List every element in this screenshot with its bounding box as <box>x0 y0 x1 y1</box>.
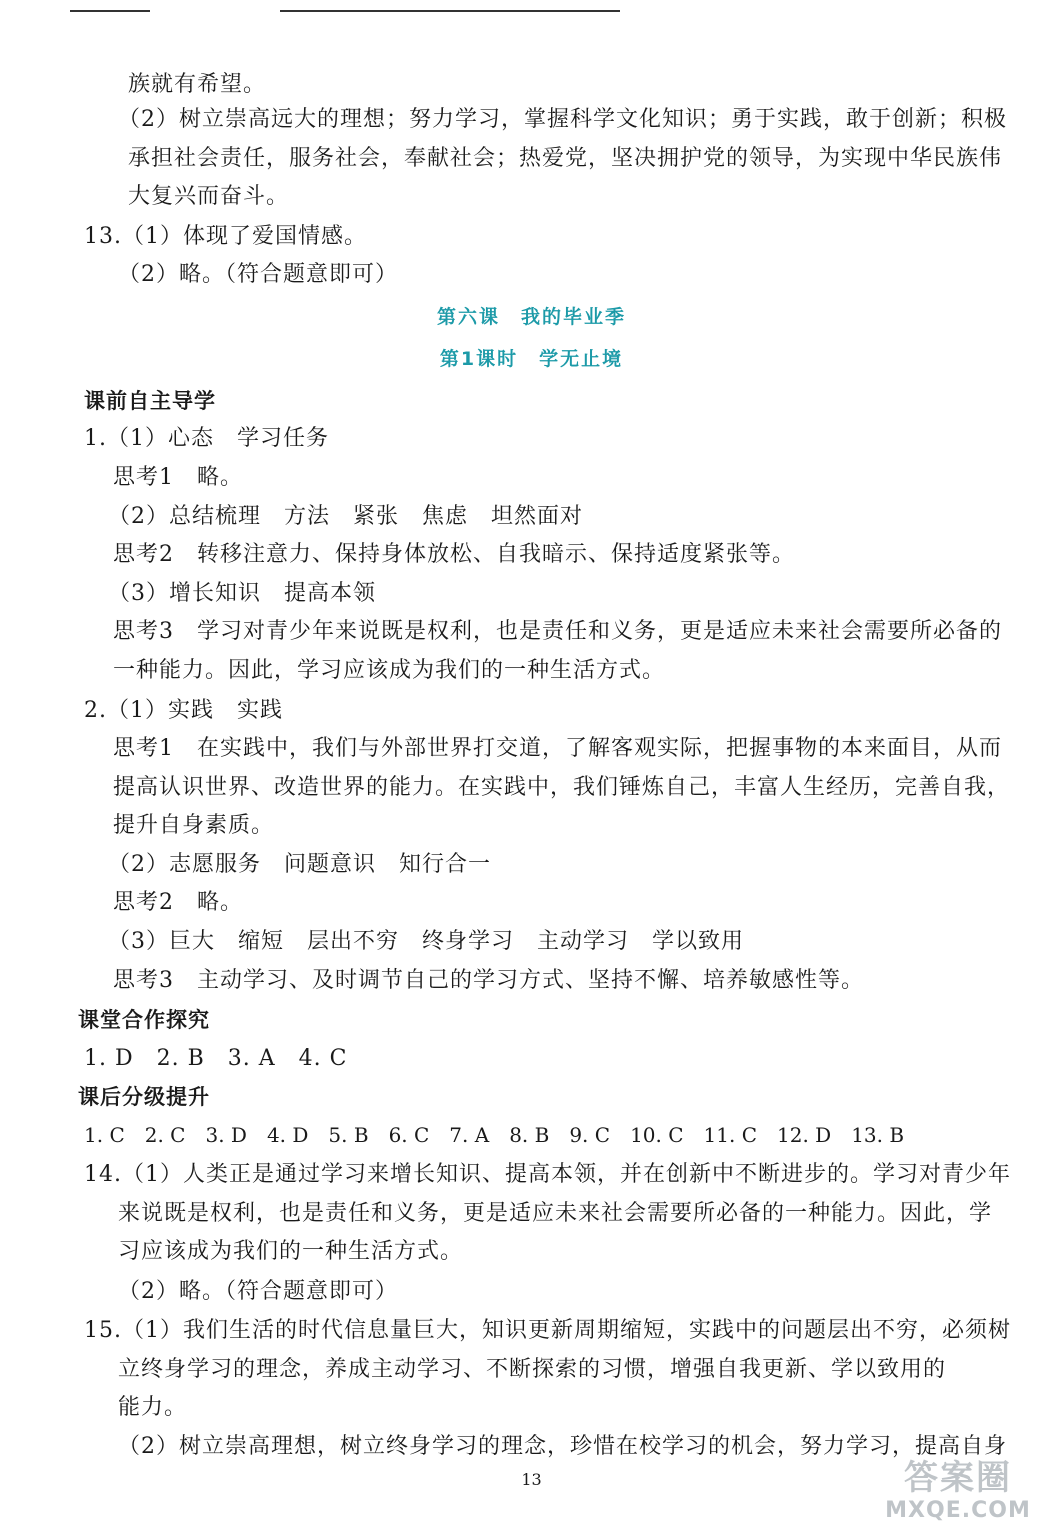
text-line: 思考2 略。 <box>113 890 243 915</box>
text-line: 1. D 2. B 3. A 4. C <box>84 1046 348 1071</box>
text-line: 思考3 学习对青少年来说既是权利，也是责任和义务，更是适应未来社会需要所必备的 <box>113 619 1002 644</box>
text-line: （2）志愿服务 问题意识 知行合一 <box>108 852 491 877</box>
text-line: 来说既是权利，也是责任和义务，更是适应未来社会需要所必备的一种能力。因此，学 <box>118 1201 993 1226</box>
text-line: 能力。 <box>118 1395 188 1420</box>
text-line: （3）增长知识 提高本领 <box>108 581 376 606</box>
section-heading: 课后分级提升 <box>78 1085 210 1109</box>
watermark-logo: 答案圈 <box>904 1458 1012 1498</box>
text-line: 一种能力。因此，学习应该成为我们的一种生活方式。 <box>113 658 666 683</box>
header-rule-right <box>280 10 620 12</box>
lesson-title: 第六课 我的毕业季 <box>436 306 626 328</box>
text-line: 1.（1）心态 学习任务 <box>84 426 329 451</box>
text-line: （2）树立崇高理想，树立终身学习的理念，珍惜在校学习的机会，努力学习，提高自身 <box>118 1434 1007 1459</box>
section-heading: 课堂合作探究 <box>78 1008 210 1032</box>
text-line: （2）总结梳理 方法 紧张 焦虑 坦然面对 <box>108 504 583 529</box>
text-line: 13.（1）体现了爱国情感。 <box>84 224 367 249</box>
text-line: 提升自身素质。 <box>113 813 275 838</box>
text-line: 提高认识世界、改造世界的能力。在实践中，我们锤炼自己，丰富人生经历，完善自我， <box>113 775 1011 800</box>
text-line: （2）略。（符合题意即可） <box>118 1279 398 1304</box>
text-line: 族就有希望。 <box>128 72 267 97</box>
text-line: 思考1 略。 <box>113 465 243 490</box>
session-title: 第1课时 学无止境 <box>439 348 624 370</box>
watermark <box>863 1458 1053 1528</box>
text-line: 习应该成为我们的一种生活方式。 <box>118 1239 464 1264</box>
text-line: 立终身学习的理念，养成主动学习、不断探索的习惯，增强自我更新、学以致用的 <box>118 1357 947 1382</box>
text-line: （3）巨大 缩短 层出不穷 终身学习 主动学习 学以致用 <box>108 929 744 954</box>
text-line: 思考2 转移注意力、保持身体放松、自我暗示、保持适度紧张等。 <box>113 542 795 567</box>
text-line: 2.（1）实践 实践 <box>84 698 283 723</box>
text-line: 15.（1）我们生活的时代信息量巨大，知识更新周期缩短，实践中的问题层出不穷，必须树 <box>84 1318 1011 1343</box>
section-heading: 课前自主导学 <box>84 389 216 413</box>
text-line: 思考1 在实践中，我们与外部世界打交道，了解客观实际，把握事物的本来面目，从而 <box>113 736 1002 761</box>
text-line: 大复兴而奋斗。 <box>128 184 290 209</box>
text-line: （2）略。（符合题意即可） <box>118 262 398 287</box>
page-number: 13 <box>521 1470 542 1489</box>
header-rule-left <box>70 10 150 12</box>
watermark-url: MXQE.COM <box>885 1498 1031 1523</box>
text-line: 思考3 主动学习、及时调节自己的学习方式、坚持不懈、培养敏感性等。 <box>113 968 864 993</box>
text-line: 承担社会责任，服务社会，奉献社会；热爱党，坚决拥护党的领导，为实现中华民族伟 <box>128 146 1003 171</box>
answer-key-line: 1. C 2. C 3. D 4. D 5. B 6. C 7. A 8. B 9. C 10. C 11. C 12. D 13. B <box>84 1123 905 1147</box>
text-line: （2）树立崇高远大的理想；努力学习，掌握科学文化知识；勇于实践，敢于创新；积极 <box>118 107 1007 132</box>
text-line: 14.（1）人类正是通过学习来增长知识、提高本领，并在创新中不断进步的。学习对青少年 <box>84 1162 1011 1187</box>
